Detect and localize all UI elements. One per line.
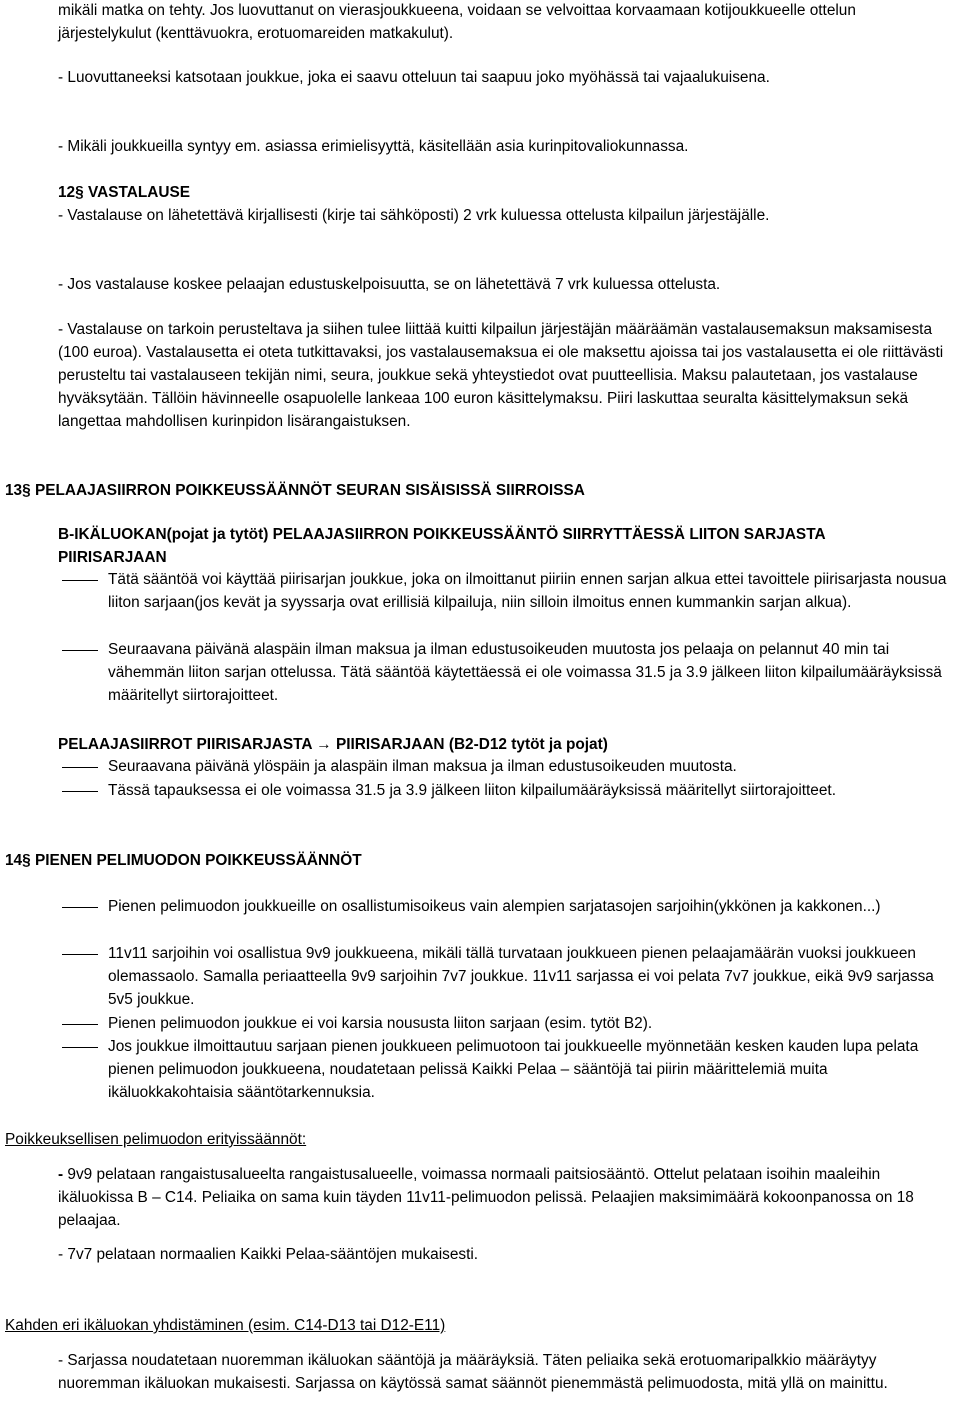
section-14-title: PIENEN PELIMUODON POIKKEUSSÄÄNNÖT [34, 852, 362, 869]
s13-subheading-b [58, 733, 952, 756]
arrow-right-icon: → [316, 736, 332, 753]
dash-bullet-icon [62, 907, 98, 908]
section-mark-icon: § [75, 184, 84, 201]
special-dash: - [58, 1166, 64, 1183]
section-14-heading [5, 849, 952, 872]
dash-bullet-icon [62, 954, 98, 955]
section-14-number: 14 [5, 852, 23, 869]
s13-a-item-2: Seuraavana päivänä alaspäin ilman maksua ja ilman edustusoikeuden muutosta jos pelaaja on pelannut 40 min tai vähemmän liiton sarjan ottelussa. Tätä sääntöä käytettäessä ei ole voimassa 31.5 ja 3.9 jälkeen liiton kilpailumääräyksissä määritellyt siirtorajoitteet. [108, 641, 942, 704]
intro-paragraph: mikäli matka on tehty. Jos luovuttanut on vierasjoukkueena, voidaan se velvoittaa korvaamaan kotijoukkueelle ottelun järjestelykulut (kenttävuokra, erotuomareiden matkakulut). [58, 2, 856, 42]
special-rules-heading: Poikkeuksellisen pelimuodon erityissäännöt: [5, 1131, 307, 1148]
dash-bullet-icon [62, 580, 98, 581]
section-12-number: 12 [58, 184, 76, 201]
dash-bullet-icon [62, 650, 98, 651]
s13-b-item-1: Seuraavana päivänä ylöspäin ja alaspäin ilman maksua ja ilman edustusoikeuden muutosta. [108, 758, 737, 775]
section-12-title: VASTALAUSE [87, 184, 191, 201]
section-13-heading [5, 479, 952, 502]
section-13-title: PELAAJASIIRRON POIKKEUSSÄÄNNÖT SEURAN SISÄISISSÄ SIIRROISSA [34, 482, 585, 499]
s12-paragraph-3: - Vastalause on tarkoin perusteltava ja siihen tulee liittää kuitti kilpailun järjestäjän määräämän vastalausemaksun maksamisesta (100 euroa). Vastalausetta ei oteta tutkittavaksi, jos vastalausemaksua ei ole maksettu ajoissa tai jos vastalausetta ei ole riittävästi perusteltu tai vastalauseen tekijän nimi, seura, joukkue sekä yhteystiedot ovat puutteellisia. Maksu palautetaan, jos vastalause hyväksytään. Tällöin hävinneelle osapuolelle lankeaa 100 euron käsittelymaksu. Piiri laskuttaa seuralta käsittelymaksun sekä langettaa mahdollisen kurinpidon lisärangaistuksen. [58, 321, 944, 430]
s14-item-4: Jos joukkue ilmoittautuu sarjaan pienen joukkueen pelimuotoon tai joukkueelle myönnetään kesken kauden lupa pelata pienen pelimuodon joukkueena, noudatetaan pelissä Kaikki Pelaa – sääntöjä tai piirin määrittelemiä muita ikäluokkakohtaisia sääntötarkennuksia. [108, 1038, 919, 1101]
merge-heading: Kahden eri ikäluokan yhdistäminen (esim. C14-D13 tai D12-E11) [5, 1317, 446, 1334]
special-rules-paragraph-2: - 7v7 pelataan normaalien Kaikki Pelaa-sääntöjen mukaisesti. [58, 1246, 479, 1263]
special-rules-paragraph-1-text: 9v9 pelataan rangaistusalueelta rangaistusalueelle, voimassa normaali paitsiosääntö. Ottelut pelataan isoihin maaleihin ikäluokissa B – C14. Peliaika on sama kuin täyden 11v11-pelimuodon pelissä. Pelaajien maksimimäärä kokoonpanossa on 18 pelaajaa. [58, 1166, 914, 1229]
merge-paragraph: - Sarjassa noudatetaan nuoremman ikäluokan sääntöjä ja määräyksiä. Täten peliaika sekä erotuomaripalkkio määräytyy nuoremman ikäluokan mukaisesti. Sarjassa on käytössä samat säännöt pienemmästä pelimuodosta, mitä yllä on mainittu. [58, 1352, 888, 1392]
s13-b-item-2: Tässä tapauksessa ei ole voimassa 31.5 ja 3.9 jälkeen liiton kilpailumääräyksissä määritellyt siirtorajoitteet. [108, 782, 836, 799]
s13-subheading-b-pre: PELAAJASIIRROT PIIRISARJASTA [58, 736, 312, 753]
s13-subheading-a: B-IKÄLUOKAN(pojat ja tytöt) PELAAJASIIRRON POIKKEUSSÄÄNTÖ SIIRRYTTÄESSÄ LIITON SARJASTA PIIRISARJAAN [58, 526, 825, 566]
section-12-heading [58, 181, 952, 204]
dash-bullet-icon [62, 767, 98, 768]
intro-forfeit-paragraph: - Luovuttaneeksi katsotaan joukkue, joka ei saavu otteluun tai saapuu joko myöhässä tai vajaalukuisena. [58, 69, 770, 86]
s12-paragraph-2: - Jos vastalause koskee pelaajan edustuskelpoisuutta, se on lähetettävä 7 vrk kuluessa ottelusta. [58, 276, 721, 293]
section-13-number: 13 [5, 482, 23, 499]
s14-item-2: 11v11 sarjoihin voi osallistua 9v9 joukkueena, mikäli tällä turvataan joukkueen pienen pelaajamäärän vuoksi joukkueen olemassaolo. Samalla periaatteella 9v9 sarjoihin 7v7 joukkue. 11v11 sarjassa ei voi pelata 7v7 joukkue, eikä 9v9 sarjassa 5v5 joukkue. [108, 945, 934, 1008]
s14-item-1: Pienen pelimuodon joukkueille on osallistumisoikeus vain alempien sarjatasojen sarjoihin(ykkönen ja kakkonen...) [108, 898, 881, 915]
dash-bullet-icon [62, 1024, 98, 1025]
intro-dispute-paragraph: - Mikäli joukkueilla syntyy em. asiassa erimielisyyttä, käsitellään asia kurinpitovaliokunnassa. [58, 138, 689, 155]
dash-bullet-icon [62, 1047, 98, 1048]
dash-bullet-icon [62, 791, 98, 792]
s12-paragraph-1: - Vastalause on lähetettävä kirjallisesti (kirje tai sähköposti) 2 vrk kuluessa ottelusta kilpailun järjestäjälle. [58, 207, 770, 224]
section-mark-icon: § [22, 482, 31, 499]
section-mark-icon: § [22, 852, 31, 869]
s14-item-3: Pienen pelimuodon joukkue ei voi karsia noususta liiton sarjaan (esim. tytöt B2). [108, 1015, 653, 1032]
s13-subheading-b-post: PIIRISARJAAN (B2-D12 tytöt ja pojat) [335, 736, 608, 753]
s13-a-item-1: Tätä sääntöä voi käyttää piirisarjan joukkue, joka on ilmoittanut piiriin ennen sarjan alkua ettei tavoittele piirisarjasta nousua liiton sarjaan(jos kevät ja syyssarja ovat erillisiä kilpailuja, niin silloin ilmoitus ennen kummankin sarjan alkua). [108, 571, 947, 611]
special-rules-paragraph-1 [58, 1163, 952, 1232]
